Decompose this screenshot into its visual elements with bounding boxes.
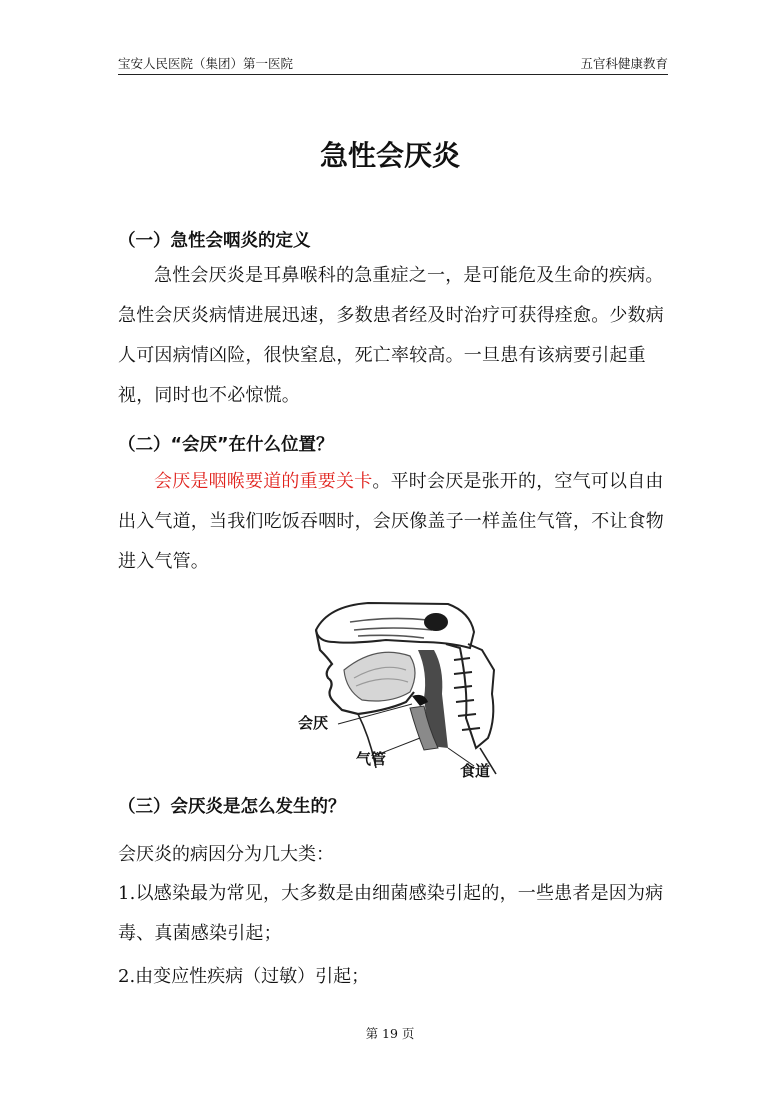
paragraph-location — [118, 462, 666, 582]
section-heading-cause: （三）会厌炎是怎么发生的？ — [118, 797, 346, 817]
tongue — [344, 652, 415, 701]
nasal-cavity-outline — [316, 603, 474, 648]
label-epiglottis: 会厌 — [298, 714, 329, 732]
paragraph-location-rest: 。平时会厌是张开的，空气可以自由出入气道，当我们吃饭吞咽时，会厌像盖子一样盖住气管，不让食物进入气管。 — [118, 471, 664, 572]
highlight-key-sentence: 会厌是咽喉要道的重要关卡 — [154, 471, 373, 492]
nasal-turbinates — [350, 618, 432, 638]
header-department: 五官科健康教育 — [580, 56, 668, 71]
paragraph-definition: 急性会厌炎是耳鼻喉科的急重症之一，是可能危及生命的疾病。急性会厌炎病情进展迅速，多数患者经及时治疗可获得痊愈。少数病人可因病情凶险，很快窒息，死亡率较高。一旦患有该病要引起重视，同时也不必惊慌。 — [118, 265, 664, 406]
spine — [446, 644, 494, 748]
cause-intro: 会厌炎的病因分为几大类： — [118, 844, 334, 865]
page-header — [118, 52, 668, 75]
section-heading-location: （二）“会厌”在什么位置？ — [118, 435, 334, 455]
page-number: 第 19 页 — [365, 1026, 415, 1041]
cause-item-1: 1.以感染最为常见，大多数是由细菌感染引起的，一些患者是因为病毒、真菌感染引起； — [118, 883, 664, 944]
epiglottis-pointer — [338, 704, 412, 724]
sphenoid-sinus — [424, 613, 448, 631]
label-trachea: 气管 — [356, 750, 387, 768]
label-esophagus: 食道 — [460, 762, 491, 780]
throat-anatomy-diagram — [298, 598, 508, 783]
cause-item-2: 2.由变应性疾病（过敏）引起； — [118, 966, 370, 987]
header-hospital-name: 宝安人民医院（集团）第一医院 — [118, 56, 294, 71]
page-title: 急性会厌炎 — [319, 139, 460, 172]
section-heading-definition: （一）急性会咽炎的定义 — [118, 231, 311, 251]
